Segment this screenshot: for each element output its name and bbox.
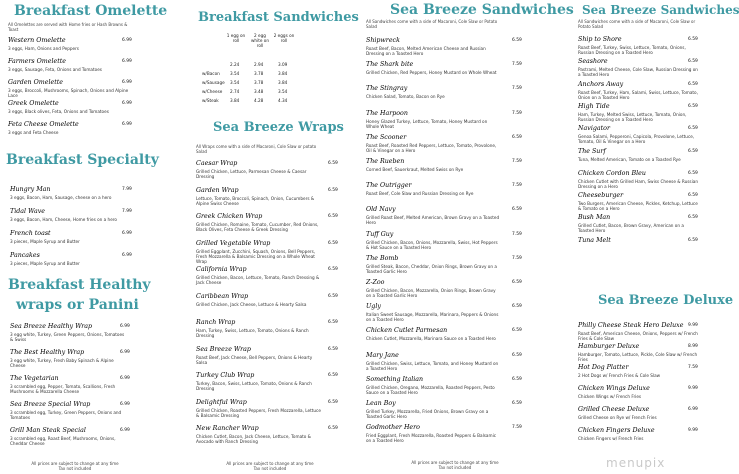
menu-item-name: Tuff Guy — [366, 230, 394, 238]
menu-item-price: 6.59 — [512, 328, 522, 334]
menu-item-name: Hungry Man — [10, 186, 51, 193]
menu-item-description: Grilled Chicken, Red Peppers, Honey Mustard on Whole Wheat — [366, 70, 497, 76]
table-column-header: 2 egg white on roll — [250, 33, 269, 48]
menu-item-description: Hamburger, Tomato, Lettuce, Pickle, Cole Slaw w/ French Fries — [578, 352, 698, 362]
menu-item-description: 3 eggs, Black olives, Feta, Onions and Tomatoes — [8, 109, 109, 114]
menu-item-description: Roast Beef, Cole Slaw and Russian Dressing on Rye — [366, 191, 474, 197]
menu-item-price: 7.59 — [512, 425, 522, 431]
menu-item-description: Pastrami, Melted Cheese, Cole Slaw, Russian Dressing on a Toasted Hero — [578, 67, 698, 78]
menu-item-price: 7.59 — [512, 183, 522, 189]
menu-item-name: Farmers Omelette — [8, 58, 67, 65]
menu-item-name: New Rancher Wrap — [196, 425, 259, 432]
menu-item-description: 3 pieces, Maple Syrup and Butter — [10, 239, 80, 244]
footer-note: All prices are subject to change at any time — [411, 460, 499, 465]
menu-item-name: Sea Breeze Healthy Wrap — [10, 323, 93, 330]
menu-item-description: Grilled Chicken, Bacon, Onions, Mozzarella, Swiss, Hot Peppers & Hot Sauce on a Toasted Hero — [366, 239, 498, 250]
menu-item-name: Z-Zoo — [366, 279, 385, 286]
menu-item-price: 6.59 — [688, 215, 698, 221]
menu-item-name: Philly Cheese Steak Hero Deluxe — [578, 322, 684, 329]
menu-item-name: Bush Man — [578, 214, 611, 222]
menu-item-price: 8.99 — [688, 344, 698, 349]
menu-item-price: 6.99 — [122, 80, 132, 85]
menu-item-description: 3 eggs, Bacon, Ham, Sausage, cheese on a hero — [10, 195, 112, 200]
menu-item-description: Grilled Chicken, Lettuce, Parmesan Cheese & Caesar Dressing — [196, 169, 307, 179]
table-cell: 3.78 — [254, 71, 264, 76]
menu-item-name: Caribbean Wrap — [196, 292, 249, 300]
menu-item-price: 6.99 — [120, 350, 130, 355]
section-heading: Sea Breeze Deluxe — [598, 293, 734, 308]
menu-item-name: Feta Cheese Omelette — [8, 121, 79, 128]
section-note: All Sandwiches come with a side of Macaroni, Cole Slaw or Potato Salad — [578, 19, 696, 29]
menu-item-description: Chicken Cutlet, Mozzarella, Marinara Sauce on a Toasted Hero — [366, 336, 496, 342]
menu-item-name: Cheeseburger — [578, 192, 624, 200]
menu-item-price: 6.59 — [512, 38, 522, 43]
table-cell: 3.54 — [278, 89, 288, 94]
menu-item-price: 6.59 — [688, 37, 698, 42]
menu-item-name: Western Omelette — [8, 37, 66, 44]
section-heading: Sea Breeze Wraps — [213, 120, 344, 135]
menu-item-price: 6.59 — [688, 103, 698, 109]
menu-item-name: Chicken Wings Deluxe — [578, 385, 650, 392]
menu-item-description: Grilled Roast Beef, Melted American, Brown Gravy on a Toasted Hero — [366, 215, 500, 226]
section-note: All Omelettes are served with Home fries or Hash Browns & Toast — [8, 22, 128, 32]
footer-note: Tax not included — [438, 465, 472, 470]
menu-item-price: 6.59 — [512, 280, 522, 285]
menu-item-description: Lettuce, Tomato, Broccoli, Spinach, Onion, Cucumbers & Alpine Swiss Cheese — [196, 195, 315, 206]
menu-item-description: Corned Beef, Sauerkraut, Melted Swiss on Rye — [366, 167, 464, 172]
menu-item-price: 6.59 — [328, 373, 338, 378]
section-note: All Wraps come with a side of Macaroni, Cole Slaw or potato Salad — [196, 144, 317, 154]
menu-item-description: Roast Beef, Turkey, Swiss, Lettuce, Tomato, Onions, Russian Dressing on a Toasted Hero — [578, 45, 686, 55]
menu-item-description: Grilled Chicken, Romaine, Tomato, Cucumber, Red Onions, Black Olives, Feta Cheese & Greek Dressing — [196, 222, 319, 232]
menu-item-price: 9.99 — [688, 323, 698, 328]
menu-item-description: Roast Beef, American Cheese, Onions, Peppers w/ French Fries & Cole Slaw — [578, 331, 698, 341]
table-column-header: 2 eggs on roll — [273, 33, 295, 43]
menu-item-name: Grilled Vegetable Wrap — [196, 239, 271, 247]
menu-column-1 — [0, 0, 180, 474]
menu-item-name: Chicken Cordon Bleu — [578, 169, 646, 177]
menu-item-name: Navigator — [578, 125, 610, 133]
menu-item-price: 9.99 — [688, 428, 698, 433]
menu-item-price: 6.59 — [512, 352, 522, 358]
menu-item-description: Chicken Cutlet with Grilled Ham, Swiss Cheese & Russian Dressing on a Hero — [578, 178, 698, 189]
menu-item-price: 6.99 — [122, 253, 132, 258]
menu-item-description: Roast Beef, Turkey, Ham, Salami, Swiss, Lettuce, Tomato, Onion on a Toasted Hero — [578, 89, 698, 100]
menu-item-price: 6.59 — [688, 170, 698, 176]
menu-item-description: 3 eggs, Broccoli, Mushrooms, Spinach, Onions and Alpine Lace — [8, 88, 129, 98]
menu-item-name: The Stingray — [366, 85, 408, 93]
menu-item-description: Roast Beef, Bacon, Melted American Cheese and Russian Dressing on a Toasted Hero — [366, 46, 486, 56]
menu-item-name: Garden Omelette — [8, 79, 63, 86]
table-cell: 3.84 — [278, 71, 288, 76]
menu-item-name: Seashore — [578, 58, 608, 66]
menu-item-description: 3 scrambled egg, Turkey, Green Peppers, Onions and Tomatoes — [10, 410, 122, 420]
menu-item-name: Sea Breeze Wrap — [196, 345, 251, 353]
menu-item-description: 2 Hot Dogs w/ French Fries & Cole Slaw — [578, 373, 661, 378]
section-heading: wraps or Panini — [16, 297, 139, 313]
menu-item-description: 3 eggs, Sausage, Feta, Onions and Tomatoes — [8, 67, 102, 72]
menu-item-name: The Scooner — [366, 133, 407, 141]
menu-item-description: Grilled Chicken, Jack Cheese, Lettuce & Hearty Salsa — [196, 301, 307, 307]
menu-item-name: Tuna Melt — [578, 236, 611, 244]
section-heading: Breakfast Specialty — [6, 152, 159, 168]
menu-item-name: French toast — [10, 230, 51, 237]
menu-item-description: Grilled Chicken, Swiss, Lettuce, Tomato, and Honey Mustard on a Toasted Hero — [366, 360, 499, 371]
menu-item-description: Chicken Wings w/ French Fries — [578, 394, 642, 399]
menu-item-price: 6.59 — [328, 240, 338, 246]
menu-item-description: Ham, Turkey, Melted Swiss, Lettuce, Tomato, Onion, Russian Dressing on a Toasted Hero — [578, 111, 687, 122]
menu-column-3 — [360, 0, 574, 474]
menu-item-price: 6.59 — [328, 267, 338, 272]
menu-item-price: 6.59 — [688, 59, 698, 65]
menu-item-name: Greek Chicken Wrap — [196, 213, 263, 220]
table-cell: 3.78 — [254, 80, 264, 85]
table-row-label: w/Bacon — [202, 71, 220, 76]
table-cell: 3.84 — [230, 98, 240, 103]
menu-item-name: Sea Breeze Special Wrap — [10, 401, 91, 408]
menu-item-name: Ship to Shore — [578, 36, 622, 43]
menu-item-description: Two Burgers, American Cheese, Pickles, Ketchup, Lettuce & Tomato on a Hero — [578, 201, 698, 212]
menu-item-description: Tuna, Melted American, Tomato on a Toasted Rye — [578, 156, 681, 162]
menu-item-description: Roast Beef, Jack Cheese, Bell Peppers, Onions & Hearty Salsa — [196, 354, 313, 365]
menu-item-price: 6.59 — [688, 193, 698, 199]
footer-note: All prices are subject to change at any time — [31, 461, 119, 466]
menu-item-name: High Tide — [578, 102, 610, 110]
menu-item-description: 3 eggs, Bacon, Ham, Cheese, Home fries on a hero — [10, 217, 117, 222]
menu-item-description: Chicken Cutlet, Bacon, Jack Cheese, Lettuce, Tomato & Avocado with Ranch Dressing — [196, 434, 311, 444]
menu-item-description: Grilled Eggplant, Zucchini, Squash, Onions, Bell Peppers, Fresh Mozzarella & Balsamic Dressing on a Whole Wheat Wrap — [196, 248, 316, 264]
menu-item-price: 6.59 — [328, 161, 338, 166]
menu-item-name: Turkey Club Wrap — [196, 372, 255, 379]
menu-item-description: Grilled Chicken, Bacon, Lettuce, Tomato, Ranch Dressing & Jack Cheese — [196, 275, 320, 285]
menu-item-price: 7.59 — [512, 110, 522, 116]
table-cell: 3.48 — [254, 89, 264, 94]
menu-item-description: Grilled Chicken, Roasted Peppers, Fresh Mozzarella, Lettuce & Balsamic Dressing — [196, 407, 321, 418]
table-cell: 3.54 — [230, 80, 240, 85]
menu-item-name: Delightful Wrap — [196, 398, 247, 406]
footer-note: Tax not included — [253, 466, 287, 471]
footer-note: All prices are subject to change at any time — [226, 461, 314, 466]
table-cell: 3.54 — [230, 71, 240, 76]
menu-item-name: Pancakes — [10, 252, 40, 259]
menu-item-price: 6.99 — [122, 59, 132, 64]
menu-item-price: 6.59 — [688, 126, 698, 132]
table-column-header: 1 egg on roll — [226, 33, 246, 43]
menu-item-description: 3 eggs, Ham, Onions and Peppers — [8, 46, 79, 51]
menu-item-name: Chicken Fingers Deluxe — [578, 427, 655, 434]
menu-item-price: 6.99 — [122, 122, 132, 127]
menu-item-price: 6.59 — [688, 237, 698, 243]
menu-item-price: 6.59 — [328, 187, 338, 193]
menu-item-price: 6.59 — [328, 426, 338, 431]
menu-item-name: Ranch Wrap — [196, 319, 236, 326]
menu-item-price: 6.99 — [120, 324, 130, 329]
menu-item-price: 6.99 — [120, 376, 130, 381]
menu-item-description: 3 scrambled egg, Pepper, Tomato, Scallions, Fresh Mushrooms & Mozzarella Cheese — [10, 384, 116, 394]
menu-item-price: 7.59 — [512, 62, 522, 68]
table-cell: 2.74 — [230, 89, 240, 94]
section-heading: Breakfast Omelette — [14, 3, 168, 19]
menu-item-price: 7.59 — [512, 86, 522, 92]
menu-item-name: The Vegetarian — [10, 375, 59, 382]
table-cell: 2.94 — [254, 62, 264, 67]
menu-item-price: 6.59 — [328, 293, 338, 299]
menu-item-price: 7.99 — [122, 187, 132, 192]
menu-item-price: 7.59 — [512, 255, 522, 261]
menu-item-description: Grilled Chicken, Oregano, Mozzarella, Roasted Peppers, Pesto Sauce on a Toasted Hero — [366, 384, 495, 395]
menu-item-description: Chicken Salad, Tomato, Bacon on Rye — [366, 94, 445, 100]
menu-item-description: 3 egg white, Turkey, Fresh Baby Spinach & Alpine Cheese — [10, 358, 114, 368]
table-cell: 4.34 — [278, 98, 288, 103]
menu-item-description: Honey Glazed Turkey, Lettuce, Tomato, Honey Mustard on Whole Wheat — [366, 118, 488, 129]
menu-item-name: The Surf — [578, 147, 606, 155]
menu-item-description: 3 egg white, Turkey, Green Peppers, Onions, Tomatoes & Swiss — [10, 332, 125, 342]
menu-item-description: Turkey, Bacon, Swiss, Lettuce, Tomato, Onions & Ranch Dressing — [196, 381, 312, 391]
menu-item-price: 9.99 — [688, 386, 698, 391]
menu-item-name: Caesar Wrap — [196, 160, 238, 167]
menu-item-price: 7.59 — [512, 159, 522, 164]
menu-item-name: Mary Jane — [366, 351, 399, 359]
menu-item-name: Ugly — [366, 303, 381, 311]
menu-item-price: 7.99 — [122, 209, 132, 214]
menu-item-price: 6.99 — [120, 428, 130, 433]
menu-item-price: 6.99 — [122, 38, 132, 43]
menu-item-description: Genoa Salami, Pepperoni, Capicola, Provolone, Lettuce, Tomato, Oil & Vinegar on a Hero — [578, 134, 695, 145]
table-row-label: w/Steak — [202, 98, 219, 103]
menu-item-price: 6.59 — [328, 320, 338, 325]
menu-item-description: Grilled Chicken, Bacon, Mozzarella, Onion Rings, Brown Gravy on a Toasted Garlic Hero — [366, 288, 496, 298]
menu-item-name: Old Navy — [366, 206, 396, 214]
menu-item-price: 6.59 — [328, 214, 338, 219]
menu-item-description: Ham, Turkey, Swiss, Lettuce, Tomato, Onions & Ranch Dressing — [196, 328, 309, 338]
menu-item-name: Godmother Hero — [366, 424, 420, 432]
menu-item-description: Grilled Steak, Bacon, Cheddar, Onion Rings, Brown Gravy on a Toasted Garlic Hero — [366, 263, 497, 274]
section-heading: Breakfast Healthy — [8, 277, 151, 293]
menu-item-name: Anchors Away — [578, 80, 624, 88]
watermark: menupix — [606, 456, 666, 470]
menu-item-price: 6.59 — [512, 401, 522, 406]
menu-item-description: 3 eggs and Feta Cheese — [8, 130, 59, 135]
menu-item-description: 3 pieces, Maple Syrup and Butter — [10, 261, 80, 266]
menu-item-name: The Rueben — [366, 158, 405, 165]
menu-item-name: Shipwreck — [366, 37, 400, 44]
menu-item-description: Grilled Cutlet, Bacon, Brown Gravy, American on a Toasted Hero — [578, 223, 684, 234]
menu-item-description: 3 scrambled egg, Roast Beef, Mushrooms, Onions, Cheddar Cheese — [10, 436, 116, 446]
menu-item-name: Greek Omelette — [8, 100, 59, 107]
menu-item-price: 6.59 — [512, 304, 522, 310]
menu-item-name: The Best Healthy Wrap — [10, 349, 85, 356]
menu-item-price: 6.59 — [328, 399, 338, 405]
menu-item-name: Garden Wrap — [196, 186, 239, 194]
section-note: All Sandwiches come with a side of Macaroni, Cole Slaw or Potato Salad — [366, 19, 498, 29]
menu-item-price: 7.59 — [688, 365, 698, 370]
section-heading: Breakfast Sandwiches — [198, 10, 359, 25]
menu-item-price: 6.99 — [120, 402, 130, 407]
menu-item-name: Tidal Wave — [10, 208, 45, 215]
menu-item-description: Chicken Fingers w/ French Fries — [578, 436, 644, 441]
menu-item-price: 6.59 — [512, 134, 522, 140]
menu-column-2 — [180, 0, 360, 474]
menu-item-name: Hamburger Deluxe — [578, 343, 640, 350]
menu-item-name: Lean Boy — [366, 400, 396, 407]
menu-item-description: Fried Eggplant, Fresh Mozzarella, Roasted Peppers & Balsamic on a Toasted Hero — [366, 433, 497, 444]
menu-item-price: 6.59 — [512, 207, 522, 213]
menu-item-name: California Wrap — [196, 266, 247, 273]
section-heading: Sea Breeze Sandwiches — [390, 2, 574, 18]
menu-column-4 — [550, 0, 739, 474]
menu-item-price: 6.99 — [688, 407, 698, 412]
menu-item-name: The Shark bite — [366, 61, 414, 69]
table-cell: 4.28 — [254, 98, 264, 103]
menu-item-price: 6.59 — [328, 346, 338, 352]
menu-item-name: Something Italian — [366, 375, 424, 383]
menu-item-name: Grill Man Steak Special — [10, 427, 86, 434]
menu-item-name: The Harpoon — [366, 109, 408, 117]
footer-note: Tax not included — [58, 466, 92, 471]
menu-item-price: 6.99 — [122, 231, 132, 236]
table-cell: 3.84 — [278, 80, 288, 85]
table-row-label: w/Cheese — [202, 89, 223, 94]
menu-item-description: Roast Beef, Roasted Red Peppers, Lettuce, Tomato, Provolone, Oil & Vinegar on a Hero — [366, 142, 497, 153]
menu-item-description: Grilled Turkey, Mozzarella, Fried Onions, Brown Gravy on a Toasted Garlic Hero — [366, 409, 489, 419]
menu-item-name: The Bomb — [366, 254, 399, 262]
menu-item-description: Italian Sweet Sausage, Mozzarella, Marinara, Peppers & Onions on a Toasted Hero — [366, 312, 499, 323]
menu-item-name: The Outrigger — [366, 182, 412, 190]
menu-item-price: 6.59 — [688, 81, 698, 87]
menu-item-description: Grilled Cheese on Rye w/ French Fries — [578, 415, 657, 420]
table-cell: 2.24 — [230, 62, 240, 67]
menu-item-name: Chicken Cutlet Parmesan — [366, 327, 448, 335]
menu-item-price: 6.59 — [688, 148, 698, 154]
menu-item-price: 7.59 — [512, 231, 522, 237]
menu-item-name: Grilled Cheese Deluxe — [578, 406, 650, 413]
menu-item-price: 6.99 — [122, 101, 132, 106]
menu-item-name: Hot Dog Platter — [578, 364, 629, 371]
table-row-label: w/Sausage — [202, 80, 225, 85]
menu-item-price: 6.59 — [512, 376, 522, 382]
table-cell: 3.09 — [278, 62, 288, 67]
section-heading: Sea Breeze Sandwiches — [582, 3, 739, 17]
